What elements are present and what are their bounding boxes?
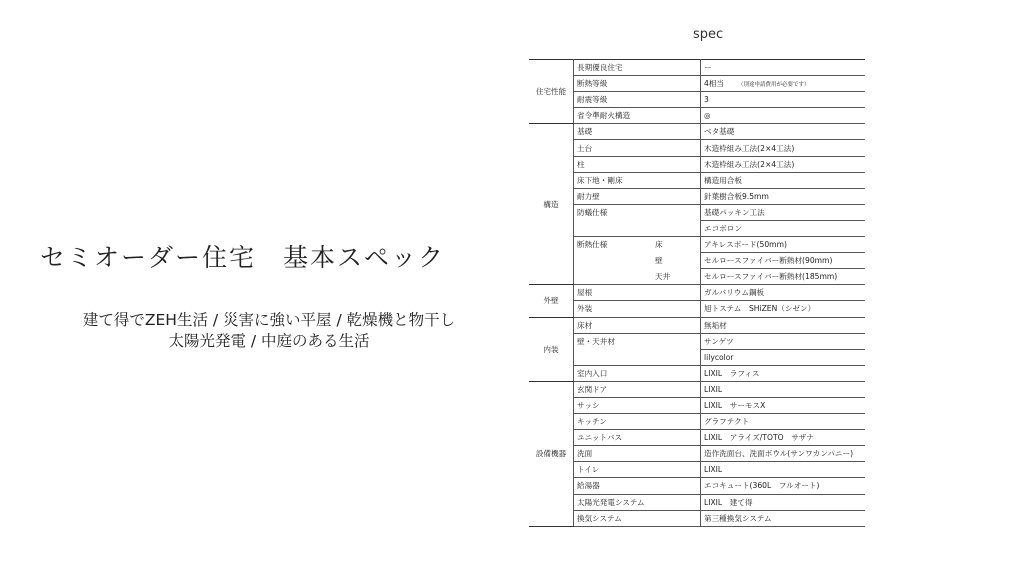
table-row xyxy=(529,317,865,333)
item-cell xyxy=(574,220,701,236)
table-row xyxy=(529,76,865,92)
table-row xyxy=(529,462,865,478)
item-cell: 基礎 xyxy=(574,124,701,140)
category-interior: 内装 xyxy=(529,317,574,381)
value-cell: エコキュート(360L フルオート) xyxy=(701,478,866,494)
table-row xyxy=(529,397,865,413)
value-cell: アキレスボード(50mm) xyxy=(701,237,866,253)
item-sub: 壁 xyxy=(655,256,663,266)
item-cell: キッチン xyxy=(574,414,701,430)
table-row xyxy=(529,237,865,253)
table-row xyxy=(529,92,865,108)
spec-table xyxy=(529,59,865,527)
item-cell: 断熱等級 xyxy=(574,76,701,92)
item-cell: 外装 xyxy=(574,301,701,317)
value-cell: グラフテクト xyxy=(701,414,866,430)
item-cell: 屋根 xyxy=(574,285,701,301)
value-cell: LIXIL xyxy=(701,462,866,478)
value-cell: LIXIL 建て得 xyxy=(701,494,866,510)
spec-heading: spec xyxy=(693,27,724,42)
item-cell: 換気システム xyxy=(574,510,701,526)
category-equipment: 設備機器 xyxy=(529,381,574,526)
table-row xyxy=(529,365,865,381)
table-row xyxy=(529,108,865,124)
item-sub: 床 xyxy=(655,240,663,250)
table-row xyxy=(529,333,865,349)
item-cell xyxy=(574,253,701,269)
value-cell: LIXIL ラフィス xyxy=(701,365,866,381)
value-cell: 3 xyxy=(701,92,866,108)
value-text: 4相当 xyxy=(704,79,725,89)
table-row xyxy=(529,156,865,172)
item-cell: 土台 xyxy=(574,140,701,156)
table-row xyxy=(529,301,865,317)
value-cell: ガルバリウム鋼板 xyxy=(701,285,866,301)
category-performance: 住宅性能 xyxy=(529,60,574,124)
value-cell: 針葉樹合板9.5mm xyxy=(701,188,866,204)
value-cell: LIXIL アライズ/TOTO サザナ xyxy=(701,430,866,446)
value-cell xyxy=(701,76,866,92)
item-cell: トイレ xyxy=(574,462,701,478)
item-cell: 玄関ドア xyxy=(574,381,701,397)
item-cell: 壁・天井材 xyxy=(574,333,701,349)
value-cell: 木造枠組み工法(2×4工法) xyxy=(701,156,866,172)
slide-title: セミオーダー住宅 基本スペック xyxy=(40,243,446,272)
item-cell xyxy=(574,237,701,253)
slide-subtitle xyxy=(34,310,504,352)
subtitle-line-1: 建て得でZEH生活 / 災害に強い平屋 / 乾燥機と物干し xyxy=(82,311,456,329)
item-cell: 耐震等級 xyxy=(574,92,701,108)
table-row xyxy=(529,188,865,204)
table-row xyxy=(529,446,865,462)
item-sub: 天井 xyxy=(655,272,671,282)
item-cell: 耐力壁 xyxy=(574,188,701,204)
value-cell: 基礎パッキン工法 xyxy=(701,204,866,220)
table-row xyxy=(529,253,865,269)
value-cell: 木造枠組み工法(2×4工法) xyxy=(701,140,866,156)
table-row xyxy=(529,220,865,236)
item-cell: 長期優良住宅 xyxy=(574,60,701,76)
item-cell: 省令準耐火構造 xyxy=(574,108,701,124)
item-cell: 室内入口 xyxy=(574,365,701,381)
table-row xyxy=(529,414,865,430)
item-cell: 洗面 xyxy=(574,446,701,462)
value-cell: エコボロン xyxy=(701,220,866,236)
table-row xyxy=(529,510,865,526)
table-row xyxy=(529,204,865,220)
item-cell: 太陽光発電システム xyxy=(574,494,701,510)
subtitle-line-2: 太陽光発電 / 中庭のある生活 xyxy=(168,332,370,350)
value-cell: セルロースファイバー断熱材(90mm) xyxy=(701,253,866,269)
value-cell: lilycolor xyxy=(701,349,866,365)
item-cell xyxy=(574,349,701,365)
value-cell: 構造用合板 xyxy=(701,172,866,188)
item-text: 断熱仕様 xyxy=(577,240,608,250)
value-cell: 無垢材 xyxy=(701,317,866,333)
item-cell: サッシ xyxy=(574,397,701,413)
item-cell: 防蟻仕様 xyxy=(574,204,701,220)
value-cell: LIXIL サーモスX xyxy=(701,397,866,413)
value-cell: サンゲツ xyxy=(701,333,866,349)
value-cell: LIXIL xyxy=(701,381,866,397)
value-note: （別途申請費用が必要です） xyxy=(738,82,810,89)
table-row xyxy=(529,381,865,397)
value-cell: ベタ基礎 xyxy=(701,124,866,140)
value-cell: 造作洗面台、洗面ボウル(サンワカンパニー) xyxy=(701,446,866,462)
table-row xyxy=(529,478,865,494)
table-row xyxy=(529,60,865,76)
table-row xyxy=(529,140,865,156)
item-cell: 床下地・剛床 xyxy=(574,172,701,188)
table-row xyxy=(529,124,865,140)
item-cell: 給湯器 xyxy=(574,478,701,494)
item-cell: ユニットバス xyxy=(574,430,701,446)
table-row xyxy=(529,285,865,301)
table-row xyxy=(529,494,865,510)
category-structure: 構造 xyxy=(529,124,574,285)
table-row xyxy=(529,269,865,285)
item-cell xyxy=(574,269,701,285)
table-row xyxy=(529,430,865,446)
table-row xyxy=(529,172,865,188)
value-cell: 第三種換気システム xyxy=(701,510,866,526)
item-cell: 床材 xyxy=(574,317,701,333)
value-cell: ◎ xyxy=(701,108,866,124)
value-cell: 旭トステム SHiZEN（シゼン） xyxy=(701,301,866,317)
value-cell: ー xyxy=(701,60,866,76)
value-cell: セルロースファイバー断熱材(185mm) xyxy=(701,269,866,285)
table-row xyxy=(529,349,865,365)
category-exterior: 外壁 xyxy=(529,285,574,317)
item-cell: 柱 xyxy=(574,156,701,172)
